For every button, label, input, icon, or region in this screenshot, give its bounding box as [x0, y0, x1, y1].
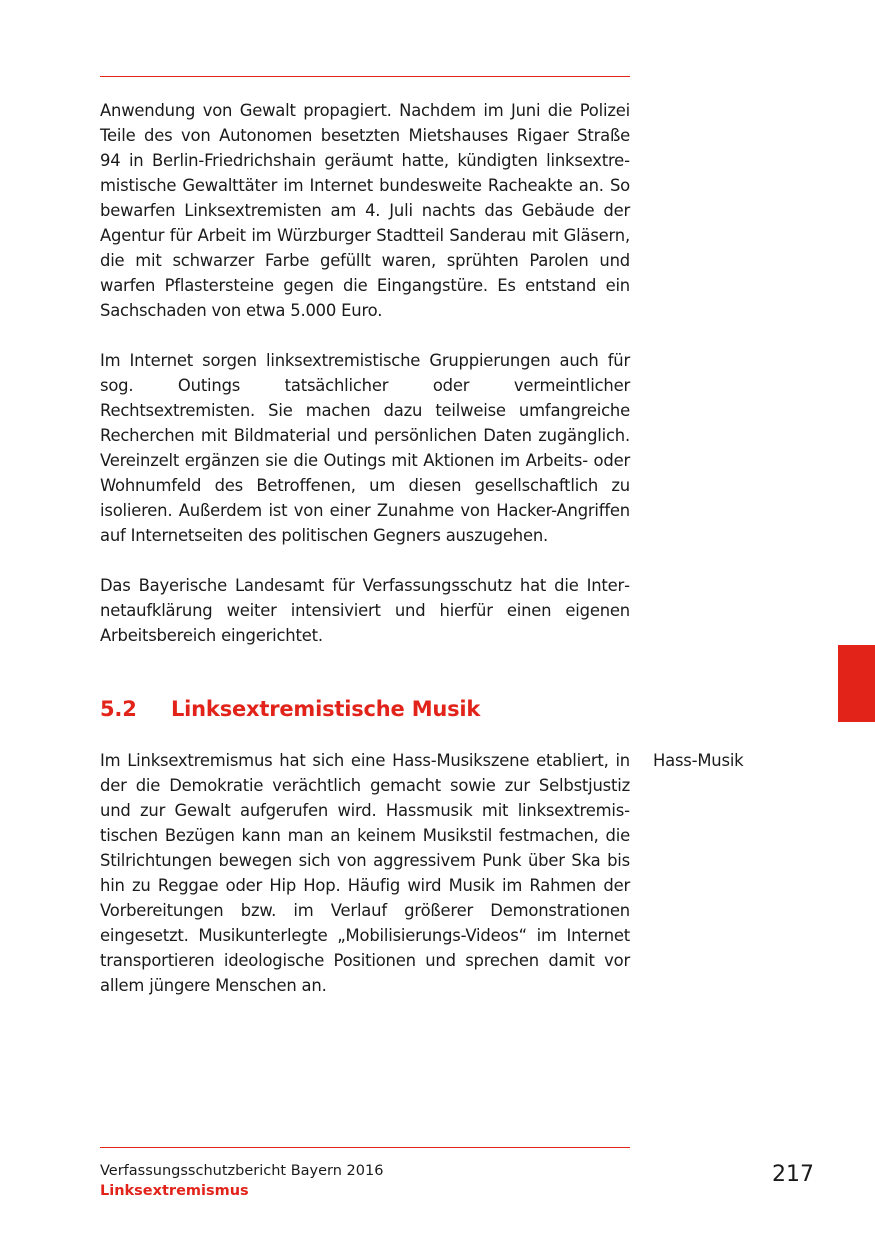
body-paragraph-1: Anwendung von Gewalt propagiert. Nachdem im Juni die Polizei Teile des von Autonomen besetzten Mietshauses Rigaer Straße 94 in Berlin-Friedrichshain geräumt hatte, kündigten linksextremistische Gewalttäter im Internet bundesweite Racheakte an. So bewarfen Linksextremisten am 4. Juli nachts das Gebäude der Agentur für Arbeit im Würzburger Stadtteil Sanderau mit Gläsern, die mit schwarzer Farbe gefüllt waren, sprühten Parolen und warfen Pflastersteine gegen die Eingangstüre. Es entstand ein Sachschaden von etwa 5.000 Euro. [100, 101, 630, 320]
section-number: 5.2 [100, 697, 137, 721]
chapter-tab-marker [838, 645, 875, 722]
page-number: 217 [772, 1162, 814, 1187]
footer-publication-title: Verfassungsschutzbericht Bayern 2016 [100, 1163, 384, 1179]
margin-note: Hass-Musik [653, 751, 744, 770]
body-paragraph-2: Im Internet sorgen linksextremistische Gruppierungen auch für sog. Outings tatsächlicher oder vermeintlicher Rechtsextremisten. Sie machen dazu teilweise umfangreiche Recherchen mit Bildmaterial und persönlichen Daten zugänglich. Vereinzelt ergänzen sie die Outings mit Aktionen im Arbeits- oder Wohnumfeld des Betroffenen, um diesen gesellschaftlich zu isolieren. Außerdem ist von einer Zunahme von Hacker-Angriffen auf Internetseiten des politischen Gegners auszugehen. [100, 351, 630, 545]
top-divider [100, 76, 630, 77]
section-title: Linksextremistische Musik [171, 697, 481, 721]
footer-divider [100, 1147, 630, 1148]
footer-chapter-name: Linksextremismus [100, 1183, 249, 1199]
section-paragraph: Im Linksextremismus hat sich eine Hass-Musikszene etabliert, in der die Demokratie verächtlich gemacht sowie zur Selbstjustiz und zur Gewalt aufgerufen wird. Hassmusik mit linksextremistischen Bezügen kann man an keinem Musikstil festmachen, die Stilrichtungen bewegen sich von aggressivem Punk über Ska bis hin zu Reggae oder Hip Hop. Häufig wird Musik im Rahmen der Vorbereitungen bzw. im Verlauf größerer Demonstrationen eingesetzt. Musikunterlegte „Mobilisierungs-Videos“ im Internet transportieren ideologische Positionen und sprechen damit vor allem jüngere Menschen an. [100, 751, 630, 995]
section-heading [100, 694, 630, 724]
body-paragraph-3: Das Bayerische Landesamt für Verfassungsschutz hat die Internetaufklärung weiter intensiviert und hierfür einen eigenen Arbeitsbereich eingerichtet. [100, 576, 630, 645]
